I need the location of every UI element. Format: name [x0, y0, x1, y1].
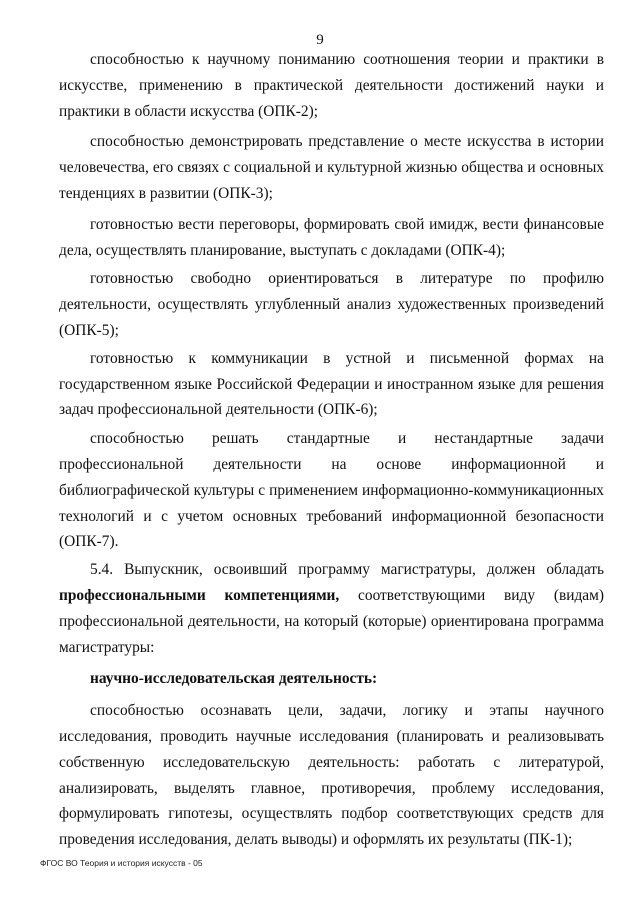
- list-item-opk-5: готовностью свободно ориентироваться в литературе по профилю деятельности, осуществлять углубленный анализ художественных произведений (ОПК-5);: [59, 270, 604, 339]
- document-body: [59, 47, 604, 853]
- page-footer: ФГОС ВО Теория и история искусств - 05: [40, 858, 203, 868]
- section-heading: научно-исследовательская деятельность:: [90, 670, 378, 688]
- list-item-opk-2: способностью к научному пониманию соотношения теории и практики в искусстве, применению в практической деятельности достижений науки и практики в области искусства (ОПК-2);: [59, 51, 604, 120]
- paragraph-5-4-bold: профессиональными компетенциями,: [59, 586, 340, 604]
- list-item-opk-7: способностью решать стандартные и нестандартные задачи профессиональной деятельности на основе информационной и библиографической культуры с применением информационно-коммуникационных технологий и с учетом основных требований информационной безопасности (ОПК-7).: [59, 430, 604, 551]
- paragraph-5-4-lead: 5.4. Выпускник, освоивший программу магистратуры, должен обладать: [90, 561, 604, 579]
- list-item-opk-6: готовностью к коммуникации в устной и письменной формах на государственном языке Российской Федерации и иностранном языке для решения задач профессиональной деятельности (ОПК-6);: [59, 349, 604, 419]
- list-item-opk-3: способностью демонстрировать представление о месте искусства в истории человечества, его связях с социальной и культурной жизнью общества и основных тенденциях в развитии (ОПК-3);: [59, 133, 604, 202]
- page-number: 9: [316, 32, 324, 48]
- paragraph-5-4: [59, 557, 604, 660]
- list-item-pk-1: способностью осознавать цели, задачи, логику и этапы научного исследования, проводить научные исследования (планировать и реализовывать собственную исследовательскую деятельность: работать с литературой, анализировать, выделять главное, противоречия, проблему исследования, формулировать гипотезы, осуществлять подбор соответствующих средств для проведения исследования, делать выводы) и оформлять их результаты (ПК-1);: [59, 702, 604, 849]
- paragraph-5-4-tail: соответствующими виду (видам) профессиональной деятельности, на который (которые) ориентирована программа магистратуры:: [59, 586, 604, 656]
- list-item-opk-4: готовностью вести переговоры, формировать свой имидж, вести финансовые дела, осуществлять планирование, выступать с докладами (ОПК-4);: [59, 215, 604, 259]
